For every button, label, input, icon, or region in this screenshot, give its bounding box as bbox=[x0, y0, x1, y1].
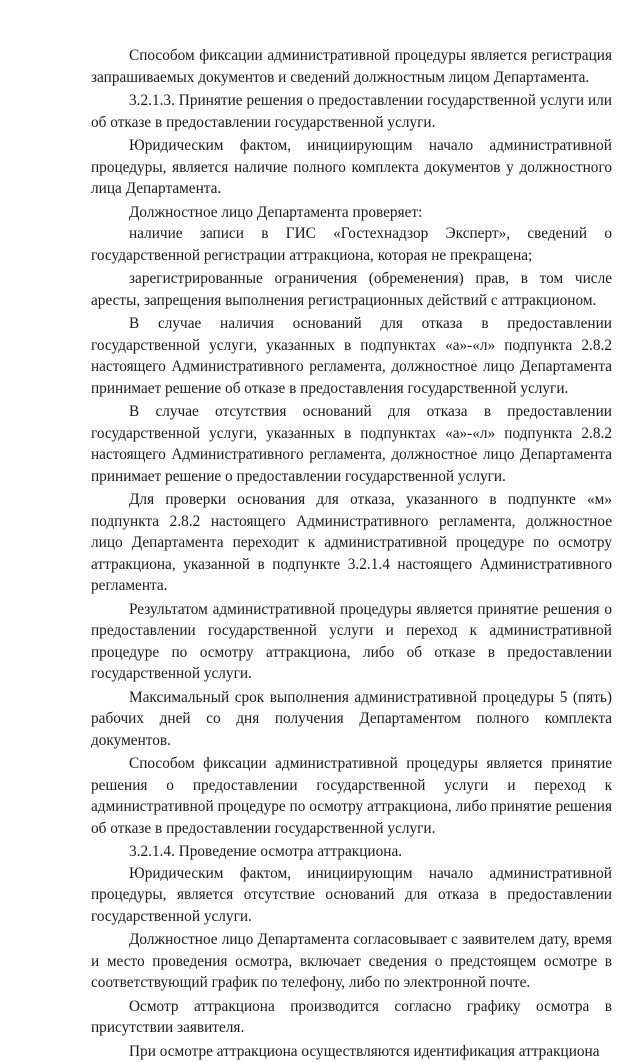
paragraph-fixation-decision: Способом фиксации административной процедуры является принятие решения о предоставлении государственной услуги и переход к административной процедуре по осмотру аттракциона, либо принятие решения об отказе в предоставлении государственной услуги. bbox=[91, 753, 612, 839]
paragraph-result: Результатом административной процедуры является принятие решения о предоставлении государственной услуги и переход к административной процедуре по осмотру аттракциона, либо об отказе в предоставлении государственной услуги. bbox=[91, 599, 612, 685]
paragraph-max-term: Максимальный срок выполнения административной процедуры 5 (пять) рабочих дней со дня получения Департаментом полного комплекта документов. bbox=[91, 687, 612, 752]
section-heading-3-2-1-3: 3.2.1.3. Принятие решения о предоставлении государственной услуги или об отказе в предоставлении государственной услуги. bbox=[91, 90, 612, 133]
paragraph-gis-record: наличие записи в ГИС «Гостехнадзор Эксперт», сведений о государственной регистрации аттракциона, которая не прекращена; bbox=[91, 223, 612, 266]
paragraph-inspection-transfer: Для проверки основания для отказа, указанного в подпункте «м» подпункта 2.8.2 настоящего Административного регламента, должностное лицо Департамента переходит к административной процедуре по осмотру аттракциона, указанной в подпункте 3.2.1.4 настоящего Административного регламента. bbox=[91, 489, 612, 597]
paragraph-restrictions: зарегистрированные ограничения (обременения) прав, в том числе аресты, запрещения выполнения регистрационных действий с аттракционом. bbox=[91, 268, 612, 311]
paragraph-approval-case: В случае отсутствия оснований для отказа в предоставлении государственной услуги, указанных в подпунктах «а»-«л» подпункта 2.8.2 настоящего Административного регламента, должностное лицо Департамента принимает решение о предоставлении государственной услуги. bbox=[91, 401, 612, 487]
paragraph-inspection-schedule: Осмотр аттракциона производится согласно графику осмотра в присутствии заявителя. bbox=[91, 996, 612, 1039]
paragraph-identification: При осмотре аттракциона осуществляются идентификация аттракциона bbox=[91, 1041, 612, 1062]
document-body bbox=[91, 45, 612, 1062]
paragraph-refusal-case: В случае наличия оснований для отказа в предоставлении государственной услуги, указанных в подпунктах «а»-«л» подпункта 2.8.2 настоящего Административного регламента, должностное лицо Департамента принимает решение об отказе в предоставления государственной услуги. bbox=[91, 313, 612, 399]
paragraph-fixation-registration: Способом фиксации административной процедуры является регистрация запрашиваемых документов и сведений должностным лицом Департамента. bbox=[91, 45, 612, 88]
paragraph-inspection-legal-fact: Юридическим фактом, инициирующим начало административной процедуры, является отсутствие оснований для отказа в предоставлении государственной услуги. bbox=[91, 863, 612, 928]
paragraph-schedule-agreement: Должностное лицо Департамента согласовывает с заявителем дату, время и место проведения осмотра, включает сведения о предстоящем осмотре в соответствующий график по телефону, либо по электронной почте. bbox=[91, 929, 612, 994]
paragraph-official-checks: Должностное лицо Департамента проверяет: bbox=[91, 202, 612, 224]
paragraph-legal-fact: Юридическим фактом, инициирующим начало административной процедуры, является наличие полного комплекта документов у должностного лица Департамента. bbox=[91, 135, 612, 200]
section-heading-3-2-1-4: 3.2.1.4. Проведение осмотра аттракциона. bbox=[91, 841, 612, 863]
